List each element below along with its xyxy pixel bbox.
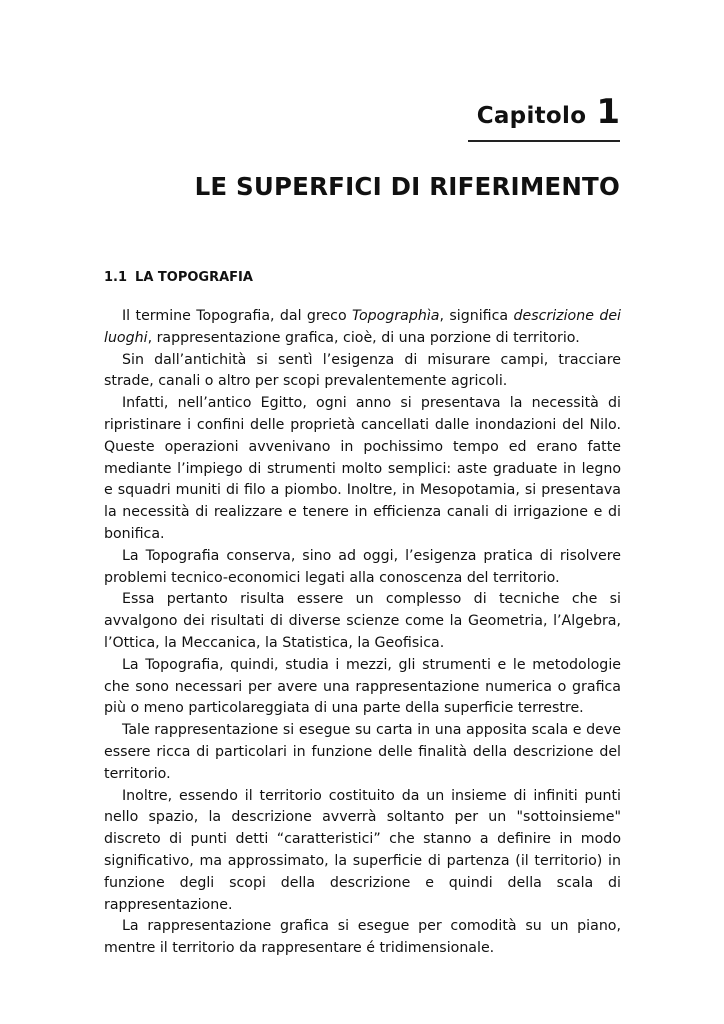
section-heading xyxy=(104,268,253,288)
paragraph-4: La Topografia conserva, sino ad oggi, l’esigenza pratica di risolvere problemi tecnico-economici legati alla conoscenza del territorio. xyxy=(104,547,621,586)
paragraph-2: Sin dall’antichità si sentì l’esigenza di misurare campi, tracciare strade, canali o altro per scopi prevalentemente agricoli. xyxy=(104,351,621,390)
chapter-label: Capitolo xyxy=(476,103,587,129)
p1-text-c: , significa xyxy=(439,308,514,324)
p1-term-definition: descrizione dei luoghi xyxy=(104,308,621,346)
paragraph-1 xyxy=(104,306,621,350)
p1-term-greek: Topographìa xyxy=(352,308,440,324)
p1-text-e: , rappresentazione grafica, cioè, di una porzione di territorio. xyxy=(147,329,580,346)
chapter-title: LE SUPERFICI DI RIFERIMENTO xyxy=(194,172,620,201)
paragraph-9: La rappresentazione grafica si esegue per comodità su un piano, mentre il territorio da rappresentare é tridimensionale. xyxy=(104,918,621,957)
chapter-number: 1 xyxy=(596,92,620,132)
paragraph-5: Essa pertanto risulta essere un complesso di tecniche che si avvalgono dei risultati di diverse scienze come la Geometria, l’Algebra, l’Ottica, la Meccanica, la Statistica, la Geofisica. xyxy=(104,591,621,651)
body-text xyxy=(104,306,621,960)
section-title: LA TOPOGRAFIA xyxy=(135,270,253,285)
paragraph-7: Tale rappresentazione si esegue su carta in una apposita scala e deve essere ricca di particolari in funzione delle finalità della descrizione del territorio. xyxy=(104,722,621,782)
p1-text-a: Il termine Topografia, dal greco xyxy=(122,308,353,324)
paragraph-6: La Topografia, quindi, studia i mezzi, gli strumenti e le metodologie che sono necessari per avere una rappresentazione numerica o grafica più o meno particolareggiata di una parte della superficie terrestre. xyxy=(104,656,621,717)
section-number: 1.1 xyxy=(104,270,128,285)
paragraph-3: Infatti, nell’antico Egitto, ogni anno si presentava la necessità di ripristinare i confini delle proprietà cancellati dalle inondazioni del Nilo. Queste operazioni avvenivano in pochissimo tempo ed erano fatte mediante l’impiego di strumenti molto semplici: aste graduate in legno e squadri muniti di filo a piombo. Inoltre, in Mesopotamia, si presentava la necessità di realizzare e tenere in efficienza canali di irrigazione e di bonifica. xyxy=(104,395,621,542)
chapter-heading xyxy=(468,92,620,142)
paragraph-8: Inoltre, essendo il territorio costituito da un insieme di infiniti punti nello spazio, la descrizione avverrà soltanto per un "sottoinsieme" discreto di punti detti “caratteristici” che stanno a definire in modo significativo, ma approssimato, la superficie di partenza (il territorio) in funzione degli scopi della descrizione e quindi della scala di rappresentazione. xyxy=(104,787,621,913)
